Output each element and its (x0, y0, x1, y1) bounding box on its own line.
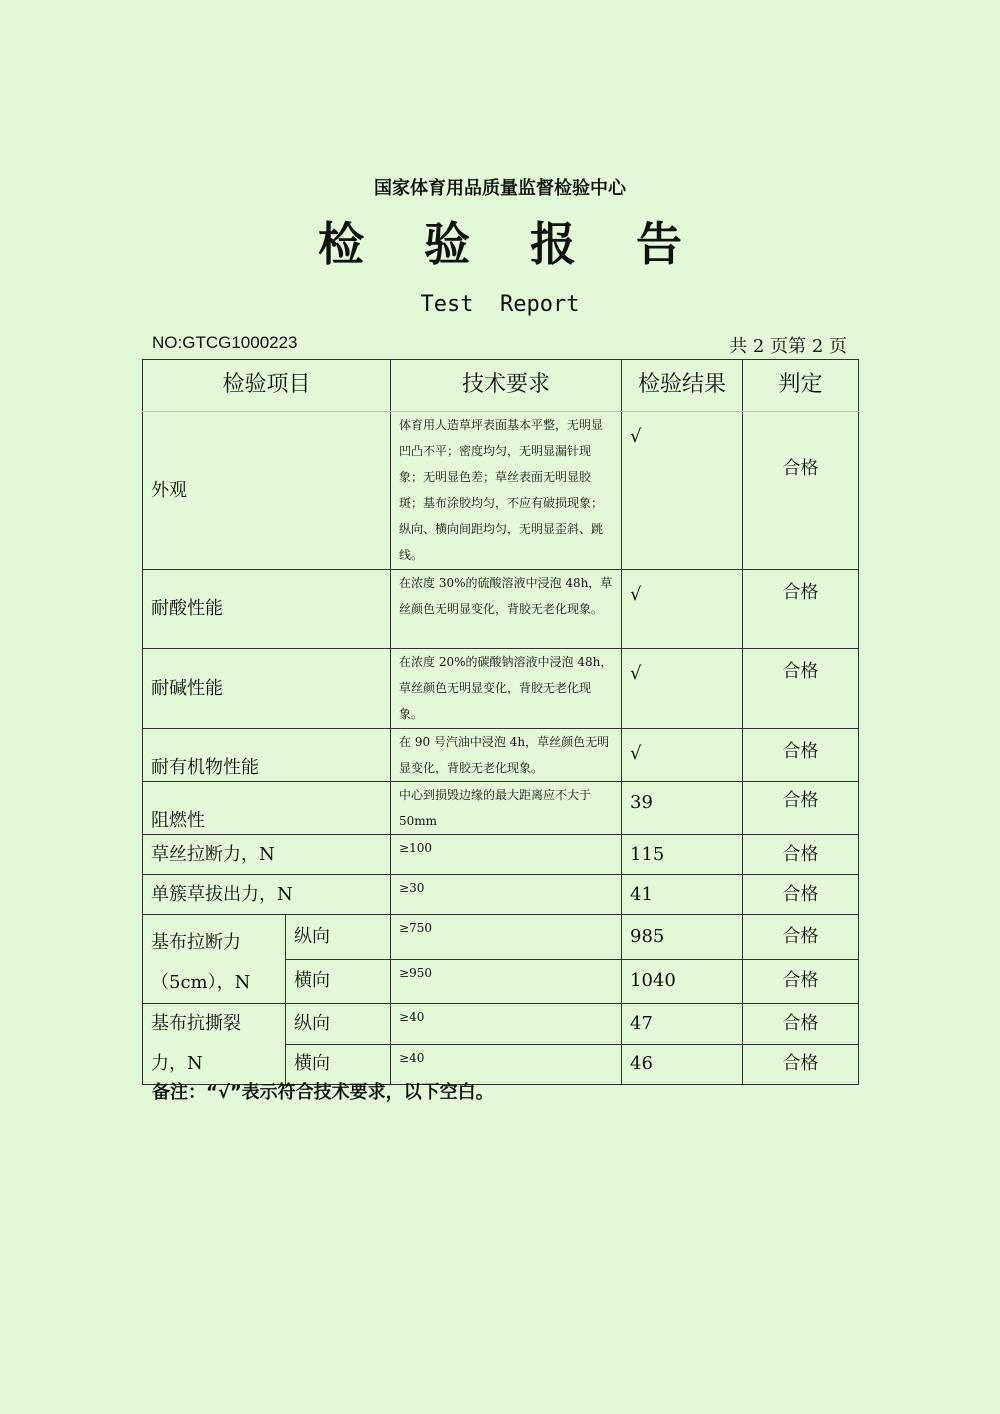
row-result: √ (622, 570, 743, 649)
row-requirement: ≥40 (391, 1004, 622, 1045)
header-requirement: 技术要求 (391, 360, 622, 412)
row-requirement: ≥30 (391, 875, 622, 915)
row-result: √ (622, 649, 743, 729)
group-item-line1: 基布拉断力 (151, 932, 241, 953)
row-verdict: 合格 (743, 782, 859, 835)
organization-name: 国家体育用品质量监督检验中心 (374, 178, 626, 199)
row-requirement: ≥40 (391, 1044, 622, 1085)
row-result: 985 (622, 915, 743, 960)
table-row (143, 412, 859, 570)
row-result: 115 (622, 835, 743, 875)
row-item: 耐有机物性能 (143, 729, 391, 782)
table-row (143, 729, 859, 782)
row-verdict: 合格 (743, 1004, 859, 1045)
row-verdict: 合格 (743, 959, 859, 1004)
row-verdict: 合格 (743, 1044, 859, 1085)
row-requirement: 在 90 号汽油中浸泡 4h，草丝颜色无明显变化，背胶无老化现象。 (391, 729, 622, 782)
footnote: 备注：“√”表示符合技术要求，以下空白。 (152, 1082, 494, 1103)
row-direction: 纵向 (286, 915, 391, 960)
group-item-line2: 力，N (151, 1053, 203, 1074)
row-requirement: ≥100 (391, 835, 622, 875)
row-result: 39 (622, 782, 743, 835)
group-item (143, 1004, 286, 1085)
row-verdict: 合格 (743, 649, 859, 729)
row-verdict: 合格 (743, 570, 859, 649)
row-result: 1040 (622, 959, 743, 1004)
header-verdict: 判定 (743, 360, 859, 412)
inspection-table (142, 359, 859, 1085)
row-requirement: ≥750 (391, 915, 622, 960)
group-item (143, 915, 286, 1004)
row-result: √ (622, 729, 743, 782)
row-direction: 纵向 (286, 1004, 391, 1045)
table-header-row (143, 360, 859, 412)
row-result: 41 (622, 875, 743, 915)
row-item: 单簇草拔出力，N (143, 875, 391, 915)
report-number: NO:GTCG1000223 (152, 333, 298, 352)
table-row (143, 875, 859, 915)
row-item: 耐碱性能 (143, 649, 391, 729)
row-verdict: 合格 (743, 875, 859, 915)
row-requirement: 中心到损毁边缘的最大距离应不大于 50mm (391, 782, 622, 835)
table-row (143, 782, 859, 835)
group-item-line2: （5cm），N (151, 972, 251, 993)
table-row (143, 915, 859, 960)
table-row (143, 835, 859, 875)
table-row (143, 649, 859, 729)
row-result: 47 (622, 1004, 743, 1045)
header-item: 检验项目 (143, 360, 391, 412)
row-direction: 横向 (286, 1044, 391, 1085)
row-result: 46 (622, 1044, 743, 1085)
row-direction: 横向 (286, 959, 391, 1004)
table-row (143, 570, 859, 649)
row-requirement: ≥950 (391, 959, 622, 1004)
row-item: 耐酸性能 (143, 570, 391, 649)
row-requirement: 在浓度 30%的硫酸溶液中浸泡 48h，草丝颜色无明显变化，背胶无老化现象。 (391, 570, 622, 649)
row-verdict: 合格 (743, 729, 859, 782)
report-title: 检 验 报 告 (317, 217, 705, 271)
row-verdict: 合格 (743, 412, 859, 570)
header-result: 检验结果 (622, 360, 743, 412)
group-item-line1: 基布抗撕裂 (151, 1013, 241, 1034)
row-requirement: 体育用人造草坪表面基本平整，无明显凹凸不平；密度均匀，无明显漏针现象；无明显色差；草丝表面无明显胶斑；基布涂胶均匀，不应有破损现象；纵向、横向间距均匀，无明显歪斜、跳线。 (391, 412, 622, 570)
row-item: 草丝拉断力，N (143, 835, 391, 875)
table-row (143, 1004, 859, 1045)
report-subtitle: Test Report (420, 292, 580, 317)
row-item: 外观 (143, 412, 391, 570)
row-verdict: 合格 (743, 835, 859, 875)
row-result: √ (622, 412, 743, 570)
row-verdict: 合格 (743, 915, 859, 960)
row-item: 阻燃性 (143, 782, 391, 835)
row-requirement: 在浓度 20%的碳酸钠溶液中浸泡 48h，草丝颜色无明显变化，背胶无老化现象。 (391, 649, 622, 729)
page-info: 共 2 页第 2 页 (729, 336, 847, 357)
